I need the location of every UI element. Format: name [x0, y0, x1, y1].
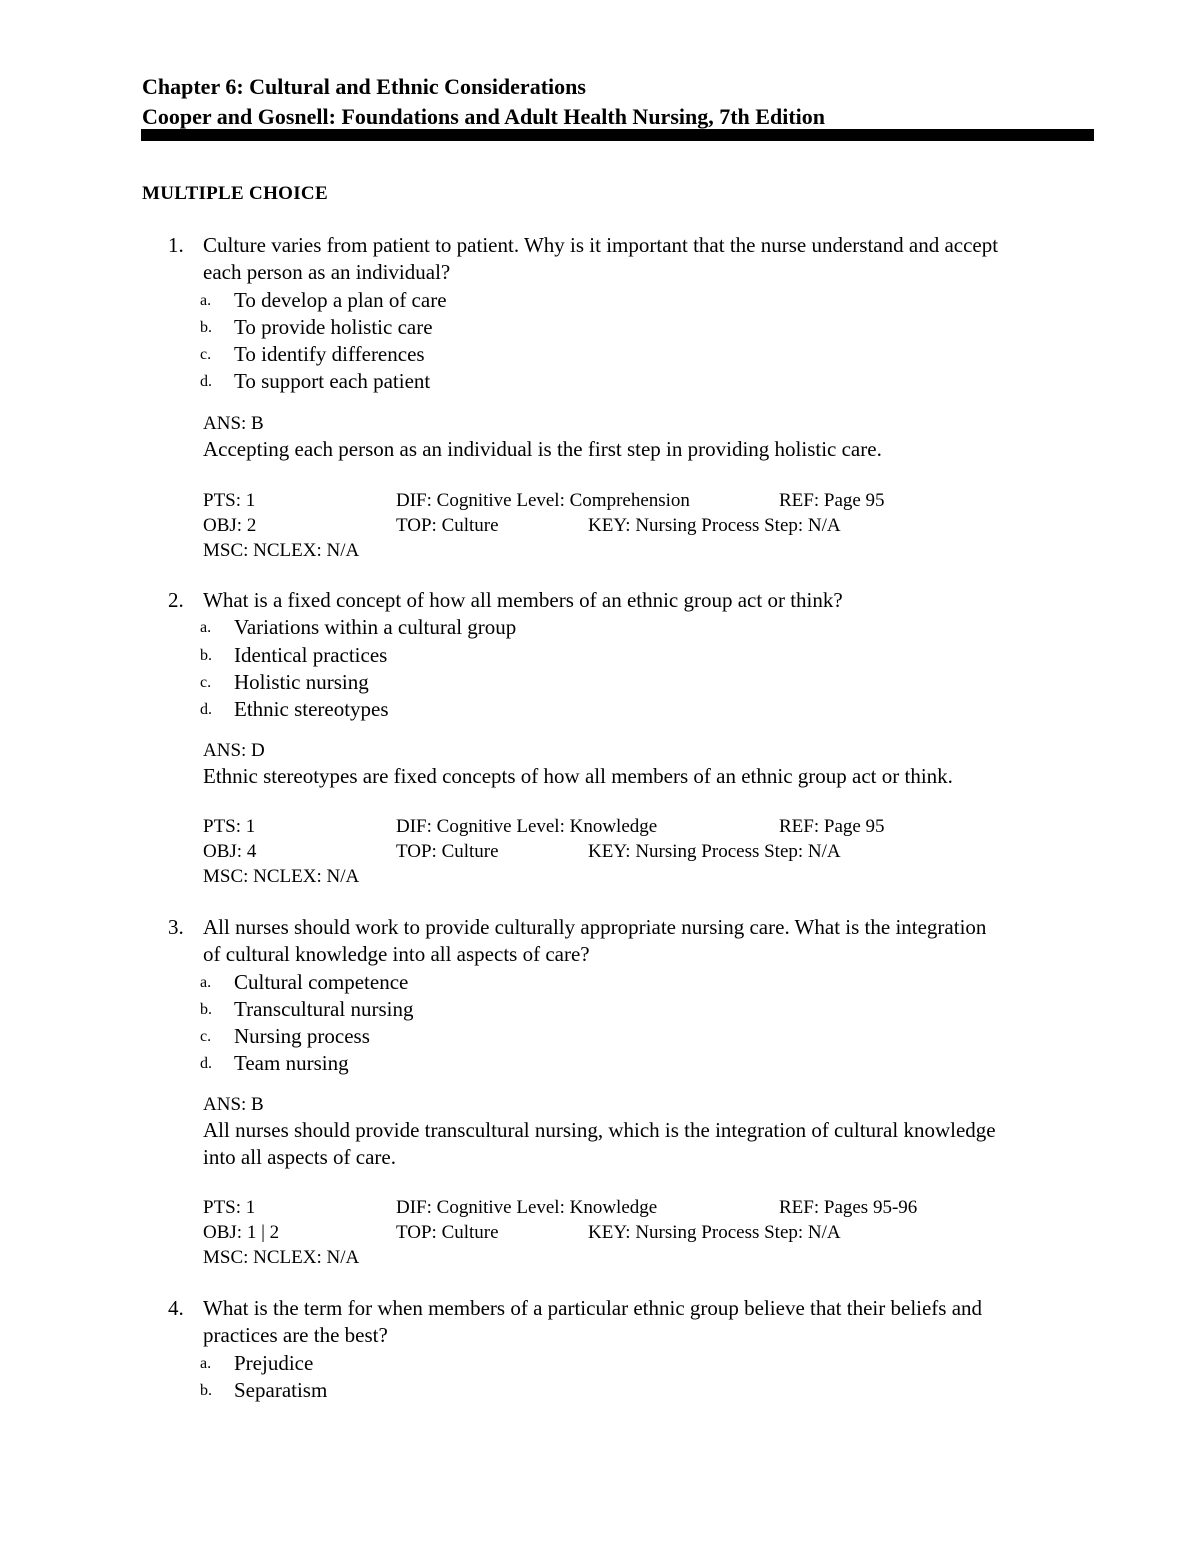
option-letter: d. — [200, 701, 212, 718]
answer: ANS: B — [203, 1094, 264, 1115]
option-letter: b. — [200, 1001, 212, 1018]
option-text: Cultural competence — [234, 970, 409, 994]
option-letter: a. — [200, 974, 212, 991]
question-text-line-1: All nurses should work to provide culturally appropriate nursing care. What is the integration — [203, 915, 987, 939]
meta-pts: PTS: 1 — [203, 490, 256, 511]
option-text: Separatism — [234, 1378, 328, 1402]
option-letter: a. — [200, 619, 212, 636]
question-text-line-2: of cultural knowledge into all aspects of care? — [203, 942, 590, 966]
section-title: MULTIPLE CHOICE — [142, 183, 328, 204]
question-number: 1. — [168, 233, 184, 257]
option-text: Team nursing — [234, 1051, 349, 1075]
meta-ref: REF: Page 95 — [779, 490, 885, 511]
meta-msc: MSC: NCLEX: N/A — [203, 1247, 360, 1268]
meta-ref: REF: Page 95 — [779, 816, 885, 837]
option-text: Nursing process — [234, 1024, 370, 1048]
question-number: 4. — [168, 1296, 184, 1320]
question-text-line-1: What is the term for when members of a particular ethnic group believe that their beliefs and — [203, 1296, 983, 1320]
answer: ANS: B — [203, 413, 264, 434]
rationale: Ethnic stereotypes are fixed concepts of how all members of an ethnic group act or think. — [203, 764, 953, 788]
meta-dif: DIF: Cognitive Level: Comprehension — [396, 490, 690, 511]
option-letter: b. — [200, 1382, 212, 1399]
meta-pts: PTS: 1 — [203, 1197, 256, 1218]
meta-top: TOP: Culture — [396, 1222, 499, 1243]
question-text-line-1: Culture varies from patient to patient. Why is it important that the nurse understand and accept — [203, 233, 999, 257]
question-number: 3. — [168, 915, 184, 939]
header-divider — [141, 129, 1094, 141]
meta-obj: OBJ: 4 — [203, 841, 257, 862]
meta-pts: PTS: 1 — [203, 816, 256, 837]
meta-key: KEY: Nursing Process Step: N/A — [588, 1222, 841, 1243]
meta-top: TOP: Culture — [396, 515, 499, 536]
meta-dif: DIF: Cognitive Level: Knowledge — [396, 816, 658, 837]
meta-obj: OBJ: 1 | 2 — [203, 1222, 280, 1243]
answer: ANS: D — [203, 740, 265, 761]
meta-top: TOP: Culture — [396, 841, 499, 862]
chapter-title: Chapter 6: Cultural and Ethnic Considerations — [142, 74, 586, 99]
option-text: Identical practices — [234, 643, 388, 667]
option-text: Prejudice — [234, 1351, 314, 1375]
meta-key: KEY: Nursing Process Step: N/A — [588, 515, 841, 536]
question-text-line-2: each person as an individual? — [203, 260, 451, 284]
option-text: To identify differences — [234, 342, 425, 366]
option-letter: c. — [200, 346, 212, 363]
meta-msc: MSC: NCLEX: N/A — [203, 866, 360, 887]
meta-obj: OBJ: 2 — [203, 515, 257, 536]
meta-ref: REF: Pages 95-96 — [779, 1197, 918, 1218]
option-letter: b. — [200, 319, 212, 336]
rationale-line-1: All nurses should provide transcultural nursing, which is the integration of cultural knowledge — [203, 1118, 996, 1142]
option-letter: c. — [200, 674, 212, 691]
option-text: To develop a plan of care — [234, 288, 447, 312]
meta-key: KEY: Nursing Process Step: N/A — [588, 841, 841, 862]
option-letter: d. — [200, 373, 212, 390]
option-text: To support each patient — [234, 369, 431, 393]
option-letter: b. — [200, 647, 212, 664]
option-text: Ethnic stereotypes — [234, 697, 389, 721]
rationale-line-2: into all aspects of care. — [203, 1145, 396, 1169]
option-letter: c. — [200, 1028, 212, 1045]
meta-dif: DIF: Cognitive Level: Knowledge — [396, 1197, 658, 1218]
meta-msc: MSC: NCLEX: N/A — [203, 540, 360, 561]
option-text: Transcultural nursing — [234, 997, 414, 1021]
book-title: Cooper and Gosnell: Foundations and Adult Health Nursing, 7th Edition — [142, 104, 825, 129]
rationale: Accepting each person as an individual is the first step in providing holistic care. — [203, 437, 882, 461]
option-letter: d. — [200, 1055, 212, 1072]
question-number: 2. — [168, 588, 184, 612]
option-text: Holistic nursing — [234, 670, 369, 694]
question-text-line-1: What is a fixed concept of how all members of an ethnic group act or think? — [203, 588, 843, 612]
option-text: To provide holistic care — [234, 315, 433, 339]
option-letter: a. — [200, 292, 212, 309]
option-letter: a. — [200, 1355, 212, 1372]
question-text-line-2: practices are the best? — [203, 1323, 388, 1347]
option-text: Variations within a cultural group — [234, 615, 517, 639]
